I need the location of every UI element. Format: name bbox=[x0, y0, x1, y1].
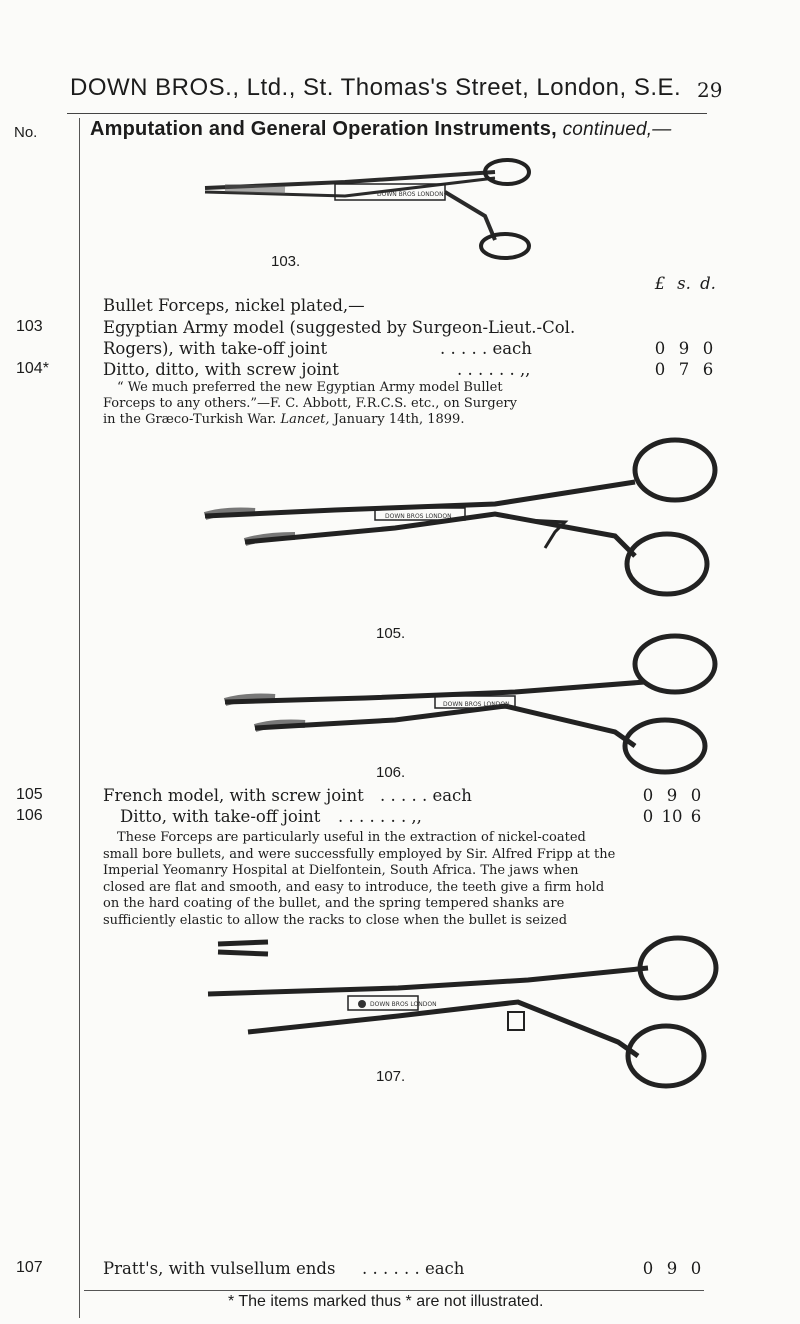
figure-107-caption: 107. bbox=[376, 1068, 406, 1085]
item-104-desc: Ditto, ditto, with screw joint bbox=[103, 360, 339, 379]
column-divider bbox=[79, 118, 80, 1318]
item-105-shillings: 9 bbox=[666, 786, 678, 805]
item-104-pence: 6 bbox=[702, 360, 714, 379]
quote-line-2: Forceps to any others.”—F. C. Abbott, F.R.C.S. etc., on Surgery bbox=[103, 396, 517, 411]
footnote: * The items marked thus * are not illustrated. bbox=[228, 1293, 544, 1310]
item-number-105: 105 bbox=[16, 786, 43, 803]
testimonial-quote bbox=[103, 380, 658, 428]
figure-107-engraving: DOWN BROS LONDON bbox=[370, 1001, 437, 1008]
para-line-5: on the hard coating of the bullet, and the spring tempered shanks are bbox=[103, 896, 565, 911]
running-header: DOWN BROS., Ltd., St. Thomas's Street, London, S.E. bbox=[70, 74, 682, 101]
item-number-106: 106 bbox=[16, 807, 43, 824]
shillings-header: s. bbox=[677, 274, 691, 293]
section-title-text: Amputation and General Operation Instruments, bbox=[90, 118, 557, 140]
item-105-leader: . . . . . each bbox=[380, 786, 472, 805]
currency-headers bbox=[648, 274, 720, 293]
header-rule bbox=[67, 113, 707, 114]
footer-rule bbox=[84, 1290, 704, 1291]
item-107-desc: Pratt's, with vulsellum ends bbox=[103, 1259, 336, 1278]
page-number: 29 bbox=[697, 78, 723, 102]
para-line-6: sufficiently elastic to allow the racks to close when the bullet is seized bbox=[103, 912, 568, 928]
item-103-shillings: 9 bbox=[678, 339, 690, 358]
item-107-price bbox=[636, 1259, 708, 1278]
figure-106-engraving: DOWN BROS LONDON bbox=[443, 701, 510, 708]
item-103-desc-line1: Egyptian Army model (suggested by Surgeon-Lieut.-Col. bbox=[103, 318, 576, 337]
quote-date: January 14th, 1899. bbox=[333, 412, 465, 427]
figure-103-engraving: DOWN BROS LONDON bbox=[377, 191, 444, 198]
bullet-forceps-heading: Bullet Forceps, nickel plated,— bbox=[103, 296, 365, 315]
figure-103-caption: 103. bbox=[271, 253, 301, 270]
figure-106-french-forceps bbox=[195, 626, 735, 756]
figure-105-caption: 105. bbox=[376, 625, 406, 642]
item-107-leader: . . . . . . each bbox=[362, 1259, 465, 1278]
para-line-4: closed are flat and smooth, and easy to introduce, the teeth give a firm hold bbox=[103, 879, 605, 895]
item-107-pence: 0 bbox=[690, 1259, 702, 1278]
figure-107-pratts-forceps bbox=[198, 932, 738, 1092]
item-104-price bbox=[648, 360, 720, 379]
item-107-shillings: 9 bbox=[666, 1259, 678, 1278]
para-line-1: These Forceps are particularly useful in the extraction of nickel-coated bbox=[117, 830, 586, 845]
item-103-pence: 0 bbox=[702, 339, 714, 358]
item-104-shillings: 7 bbox=[678, 360, 690, 379]
item-105-pounds: 0 bbox=[642, 786, 654, 805]
item-103-pounds: 0 bbox=[654, 339, 666, 358]
item-103-desc-text: Rogers), with take-off joint bbox=[103, 339, 328, 358]
figure-105-engraving: DOWN BROS LONDON bbox=[385, 513, 452, 520]
figure-103-bullet-forceps bbox=[195, 158, 525, 276]
pounds-header: £ bbox=[654, 274, 666, 293]
quote-line-3-text: in the Græco-Turkish War. bbox=[103, 412, 277, 427]
section-title-continued: continued,— bbox=[562, 119, 672, 140]
item-103-price bbox=[648, 339, 720, 358]
item-number-107: 107 bbox=[16, 1259, 43, 1276]
item-103-leader: . . . . . each bbox=[440, 339, 532, 358]
french-forceps-description bbox=[103, 830, 713, 929]
item-106-pounds: 0 bbox=[642, 807, 654, 826]
item-105-pence: 0 bbox=[690, 786, 702, 805]
number-column-label: No. bbox=[14, 124, 38, 141]
item-104-pounds: 0 bbox=[654, 360, 666, 379]
item-number-103: 103 bbox=[16, 318, 43, 335]
figure-106-caption: 106. bbox=[376, 764, 406, 781]
section-title bbox=[90, 118, 672, 141]
quote-source: Lancet, bbox=[280, 412, 330, 427]
figure-105-french-forceps bbox=[195, 424, 735, 624]
item-103-desc-line2 bbox=[103, 339, 327, 358]
pence-header: d. bbox=[700, 274, 716, 293]
item-106-pence: 6 bbox=[690, 807, 702, 826]
item-number-104: 104* bbox=[16, 360, 49, 377]
quote-line-1: “ We much preferred the new Egyptian Army model Bullet bbox=[117, 380, 503, 395]
item-104-leader: . . . . . . ,, bbox=[457, 360, 531, 379]
item-107-pounds: 0 bbox=[642, 1259, 654, 1278]
para-line-2: small bore bullets, and were successfully employed by Sir. Alfred Fripp at the bbox=[103, 846, 616, 862]
item-106-price bbox=[636, 807, 708, 826]
para-line-3: Imperial Yeomanry Hospital at Dielfontein, South Africa. The jaws when bbox=[103, 863, 579, 878]
item-105-price bbox=[636, 786, 708, 805]
item-106-leader: . . . . . . . ,, bbox=[338, 807, 422, 826]
item-106-desc: Ditto, with take-off joint bbox=[120, 807, 321, 826]
item-105-desc: French model, with screw joint bbox=[103, 786, 364, 805]
item-106-shillings: 10 bbox=[661, 807, 683, 826]
